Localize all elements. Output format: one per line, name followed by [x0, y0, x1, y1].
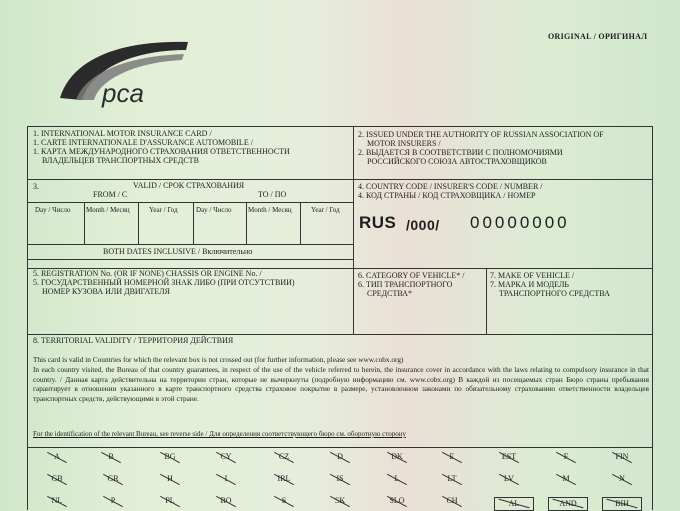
country-code-box: AND [548, 497, 588, 511]
country-code: NL [42, 496, 72, 505]
rsa-logo [52, 38, 192, 108]
from-year-label: Year / Год [149, 206, 178, 214]
country-code: FIN [607, 452, 637, 461]
country-code: M [551, 474, 581, 483]
country-code: PL [155, 496, 185, 505]
field-4-line-1: 4. COUNTRY CODE / INSURER'S CODE / NUMBER / [358, 182, 543, 191]
country-code: IRL [269, 474, 299, 483]
country-code-value: RUS [359, 213, 397, 232]
country-code: B [96, 452, 126, 461]
country-code: H [155, 474, 185, 483]
field-1-line-1: 1. INTERNATIONAL MOTOR INSURANCE CARD / [33, 129, 212, 138]
field-2-line-4: РОССИЙСКОГО СОЮЗА АВТОСТРАХОВЩИКОВ [367, 157, 547, 166]
country-code: SLO [382, 496, 412, 505]
country-code: EST [494, 452, 524, 461]
dates-inclusive-note: BOTH DATES INCLUSIVE / Включительно [103, 247, 253, 256]
territory-paragraph-1: This card is valid in Countries for which the relevant box is not crossed out (for further information, please see www.cobx.org) [33, 355, 404, 364]
to-month-label: Month / Месяц [248, 206, 292, 214]
field-3-title: VALID / СРОК СТРАХОВАНИЯ [133, 181, 245, 190]
field-6-line-1: 6. CATEGORY OF VEHICLE* / [358, 271, 465, 280]
to-day-label: Day / Число [196, 206, 232, 214]
country-code-box: AL [494, 497, 534, 511]
field-1-line-2: 1. CARTE INTERNATIONALE D'ASSURANCE AUTOMOBILE / [33, 138, 253, 147]
country-code: IS [325, 474, 355, 483]
policy-number-value: 00000000 [470, 213, 570, 232]
field-5-line-1: 5. REGISTRATION No. (OR IF NONE) CHASSIS OR ENGINE No. / [33, 269, 262, 278]
insurance-card [27, 126, 653, 510]
field-3-to: TO / ПО [258, 190, 287, 199]
original-label: ORIGINAL / ОРИГИНАЛ [548, 32, 648, 41]
field-1-line-4: ВЛАДЕЛЬЦЕВ ТРАНСПОРТНЫХ СРЕДСТВ [42, 156, 199, 165]
field-5-line-2: 5. ГОСУДАРСТВЕННЫЙ НОМЕРНОЙ ЗНАК ЛИБО (ПРИ ОТСУТСТВИИ) [33, 278, 295, 287]
field-1-line-3: 1. КАРТА МЕЖДУНАРОДНОГО СТРАХОВАНИЯ ОТВЕТСТВЕННОСТИ [33, 147, 290, 156]
territory-paragraph-2: In each country visited, the Bureau of that country guarantees, in respect of the use of the vehicle referred to herein, the insurance cover in accordance with the laws relating to compulsory insurance in that country. / Данная карта действительна на территории стран, которые не вычеркнуты (подробную информацию см. www.cobx.org) В каждой из посещаемых стран Бюро страны пребывания гарантирует в отношении указанного в карте транспортного средства страховое покрытие в размере, установленном законами по обязательному страхованию ответственности владельцев транспортных средств, действующими в этой стране. [33, 365, 649, 403]
country-code-box: BIH [602, 497, 642, 511]
country-code: I [211, 474, 241, 483]
field-3-number: 3. [33, 182, 39, 191]
country-code: A [42, 452, 72, 461]
country-code: BG [155, 452, 185, 461]
field-6-line-3: СРЕДСТВА* [367, 289, 412, 298]
field-2-line-3: 2. ВЫДАЕТСЯ В СООТВЕТСТВИИ С ПОЛНОМОЧИЯМИ [358, 148, 563, 157]
country-code: CH [437, 496, 467, 505]
country-code: L [382, 474, 412, 483]
field-6-line-2: 6. ТИП ТРАНСПОРТНОГО [358, 280, 453, 289]
country-code: E [437, 452, 467, 461]
insurer-code-value: /000/ [406, 217, 440, 233]
to-year-label: Year / Год [311, 206, 340, 214]
field-3-from: FROM / С [93, 190, 128, 199]
country-code: CY [211, 452, 241, 461]
field-7-line-2: 7. МАРКА И МОДЕЛЬ [490, 280, 569, 289]
country-code: D [325, 452, 355, 461]
field-7-line-1: 7. MAKE OF VEHICLE / [490, 271, 575, 280]
country-code: S [269, 496, 299, 505]
country-code: LT [437, 474, 467, 483]
from-month-label: Month / Месяц [86, 206, 130, 214]
field-2-line-1: 2. ISSUED UNDER THE AUTHORITY OF RUSSIAN ASSOCIATION OF [358, 130, 604, 139]
field-2-line-2: MOTOR INSURERS / [367, 139, 441, 148]
field-8-title: 8. TERRITORIAL VALIDITY / ТЕРРИТОРИЯ ДЕЙСТВИЯ [33, 336, 234, 345]
field-4-line-2: 4. КОД СТРАНЫ / КОД СТРАХОВЩИКА / НОМЕР [358, 191, 536, 200]
field-5-line-3: НОМЕР КУЗОВА ИЛИ ДВИГАТЕЛЯ [42, 287, 170, 296]
from-day-label: Day / Число [35, 206, 71, 214]
country-code: GR [98, 474, 128, 483]
country-code: RO [211, 496, 241, 505]
identification-note: For the identification of the relevant Bureau, see reverse side / Для определения соответствующего бюро см. оборотную сторону [33, 430, 406, 438]
country-code: LV [494, 474, 524, 483]
country-code: F [551, 452, 581, 461]
country-code: CZ [269, 452, 299, 461]
country-code: SK [325, 496, 355, 505]
country-code: DK [382, 452, 412, 461]
field-7-line-3: ТРАНСПОРТНОГО СРЕДСТВА [499, 289, 610, 298]
logo-text: рса [102, 78, 144, 108]
country-code: N [607, 474, 637, 483]
country-code: P [98, 496, 128, 505]
country-code: GB [42, 474, 72, 483]
